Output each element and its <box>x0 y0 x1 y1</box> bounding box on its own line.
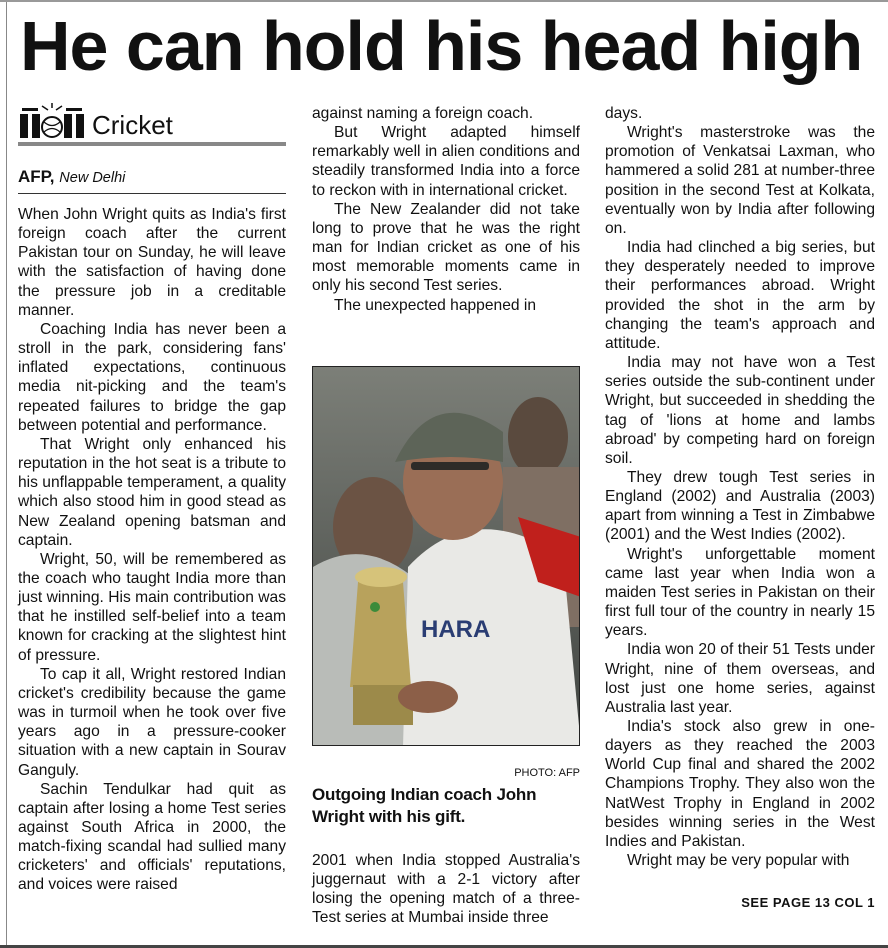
paragraph: India won 20 of their 51 Tests under Wright, nine of them overseas, and lost just one home series, against Australia last year. <box>605 641 875 716</box>
paragraph: India had clinched a big series, but they desperately needed to improve their performances abroad. Wright provided the shot in the arm by changing the team's approach and attitude. <box>605 239 875 352</box>
article-column-1 <box>18 205 286 895</box>
paragraph: Coaching India has never been a stroll in the park, considering fans' inflated expectations, continuous media nit-picking and the team's repeated failures to bridge the gap between potential and performance. <box>18 320 286 434</box>
section-name: Cricket <box>92 110 173 140</box>
article-column-2-top <box>312 104 580 315</box>
paragraph: 2001 when India stopped Australia's juggernaut with a 2-1 victory after losing the opening match of a three-Test series at Mumbai inside three <box>312 852 580 927</box>
paragraph: India may not have won a Test series outside the sub-continent under Wright, but succeeded in shedding the tag of 'lions at home and lambs abroad' by competing hard on foreign soil. <box>605 354 875 467</box>
paragraph: Wright, 50, will be remembered as the coach who taught India more than just winning. His main contribution was that he instilled self-belief into a team known for cracking at the slightest hint of pressure. <box>18 550 286 664</box>
paragraph: When John Wright quits as India's first foreign coach after the current Pakistan tour on Sunday, he will leave with the satisfaction of having done the pressure job in a creditable manner. <box>18 206 286 319</box>
left-border <box>6 2 7 946</box>
section-label <box>18 102 286 148</box>
shirt-text: HARA <box>421 616 491 643</box>
cricket-stumps-ball-icon <box>18 102 88 140</box>
paragraph: That Wright only enhanced his reputation in the hot seat is a tribute to his unflappable temperament, a quality which also stood him in good stead as New Zealand opening batsman and captain. <box>18 435 286 549</box>
photo-caption: Outgoing Indian coach John Wright with his gift. <box>312 785 537 826</box>
paragraph: Wright's unforgettable moment came last year when India won a maiden Test series in Pakistan on their first full tour of the country in nearly 15 years. <box>605 545 875 640</box>
paragraph: The New Zealander did not take long to prove that he was the right man for Indian cricket as one of his most memorable moments came in only his second Test series. <box>312 200 580 295</box>
top-border <box>0 0 888 2</box>
paragraph: India's stock also grew in one-dayers as they reached the 2003 World Cup final and shared the 2002 Champions Trophy. They also won the NatWest Trophy in England in 2002 besides winning series in the West Indies and Pakistan. <box>605 718 875 850</box>
news-photo <box>312 366 580 746</box>
article-column-3 <box>605 104 875 870</box>
paragraph: But Wright adapted himself remarkably well in alien conditions and steadily transformed India into a force to reckon with in international cricket. <box>312 124 580 199</box>
photo-credit: PHOTO: AFP <box>514 767 580 779</box>
byline <box>18 166 286 189</box>
section-rule <box>18 142 286 146</box>
paragraph: They drew tough Test series in England (2002) and Australia (2003) apart from winning a Test in Zimbabwe (2001) and the West Indies (2002). <box>605 468 875 544</box>
headline: He can hold his head high <box>20 7 863 85</box>
photo-illustration <box>313 367 580 746</box>
byline-rule <box>18 193 286 194</box>
paragraph: The unexpected happened in <box>334 296 537 314</box>
byline-place: New Delhi <box>59 170 126 186</box>
article-column-2-bottom <box>312 851 580 928</box>
paragraph: Sachin Tendulkar had quit as captain after losing a home Test series against South Africa in 2000, the match-fixing scandal had sullied many cricketers' and officials' reputations, and voices were raised <box>18 780 286 894</box>
byline-agency: AFP, <box>18 167 55 186</box>
paragraph: Wright may be very popular with <box>627 852 850 870</box>
continuation-note[interactable]: SEE PAGE 13 COL 1 <box>741 895 875 910</box>
paragraph: Wright's masterstroke was the promotion of Venkatsai Laxman, who hammered a solid 281 at number-three position in the second Test at Kolkata, eventually won by India after following on. <box>605 124 875 237</box>
paragraph: To cap it all, Wright restored Indian cricket's credibility because the game was in turmoil when he took over five years ago in a pressure-cooker situation with a new captain in Sourav Ganguly. <box>18 665 286 779</box>
paragraph: against naming a foreign coach. <box>312 105 534 122</box>
paragraph: days. <box>605 105 643 122</box>
